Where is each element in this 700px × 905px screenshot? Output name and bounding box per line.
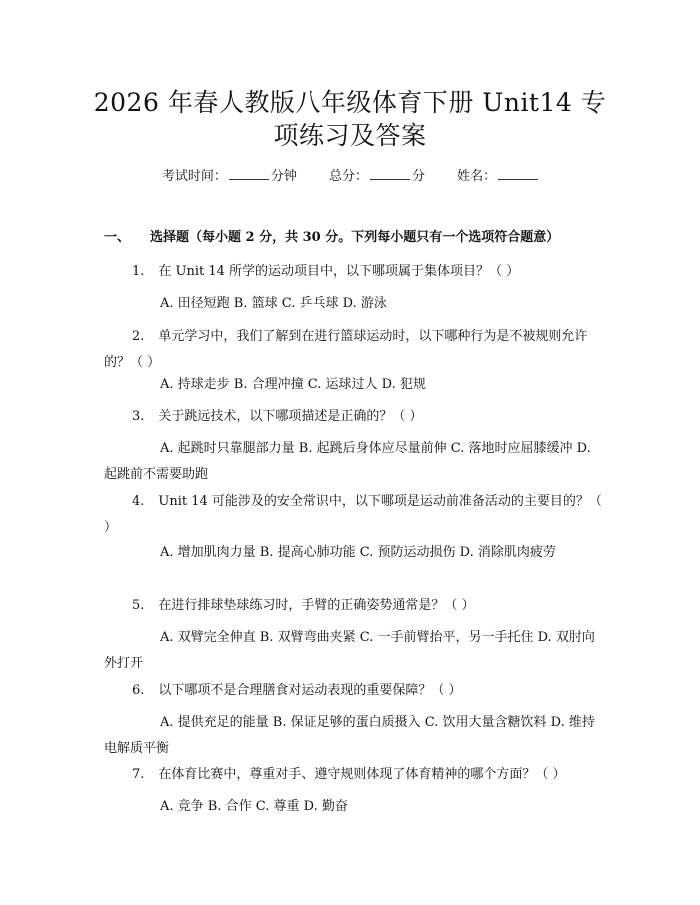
exam-time-blank[interactable] [229, 167, 269, 180]
question-number: 6. [132, 683, 145, 698]
question-number: 3. [132, 409, 145, 424]
question-number: 2. [132, 329, 145, 344]
exam-title-line-2: 项练习及答案 [273, 121, 427, 150]
question-3-options: A. 起跳时只靠腿部力量 B. 起跳后身体应尽量前伸 C. 落地时应屈膝缓冲 D. 起跳前不需要助跑 [104, 441, 591, 482]
question-text: 以下哪项不是合理膳食对运动表现的重要保障？（ ） [158, 683, 462, 698]
question-text: 单元学习中，我们了解到在进行篮球运动时，以下哪种行为是不被规则允许的？（ ） [104, 329, 588, 370]
total-score [329, 167, 425, 187]
section-title: 选择题（每小题 2 分，共 30 分。下列每小题只有一个选项符合题意） [150, 230, 560, 245]
question-text: 在进行排球垫球练习时，手臂的正确姿势通常是？（ ） [158, 598, 475, 613]
question-number: 7. [132, 767, 145, 782]
exam-meta [0, 167, 700, 187]
question-number: 1. [132, 264, 145, 279]
student-name-blank[interactable] [498, 167, 538, 180]
question-2-options: A. 持球走步 B. 合理冲撞 C. 运球过人 D. 犯规 [160, 377, 426, 392]
question-1 [104, 259, 602, 285]
question-4-options: A. 增加肌肉力量 B. 提高心肺功能 C. 预防运动损伤 D. 消除肌肉疲劳 [160, 545, 556, 560]
question-3 [104, 404, 602, 430]
question-1-options: A. 田径短跑 B. 篮球 C. 乒乓球 D. 游泳 [160, 296, 387, 311]
question-number: 4. [132, 494, 145, 509]
exam-time-unit: 分钟 [270, 169, 297, 184]
question-text: Unit 14 可能涉及的安全常识中，以下哪项是运动前准备活动的主要目的？（ ） [104, 494, 602, 535]
exam-time-label: 考试时间： [161, 169, 227, 184]
question-4 [104, 489, 602, 541]
section-number: 一、 [104, 230, 131, 245]
exam-time [162, 167, 297, 187]
question-5 [104, 593, 602, 619]
student-name [457, 167, 538, 187]
question-2 [104, 324, 602, 376]
total-score-label: 总分： [328, 169, 368, 184]
question-text: 在体育比赛中，尊重对手、遵守规则体现了体育精神的哪个方面？（ ） [158, 767, 566, 782]
total-score-unit: 分 [412, 169, 426, 184]
total-score-blank[interactable] [370, 167, 410, 180]
question-text: 在 Unit 14 所学的运动项目中，以下哪项属于集体项目？（ ） [158, 264, 520, 279]
question-number: 5. [132, 598, 145, 613]
exam-title-line-1: 2026 年春人教版八年级体育下册 Unit14 专 [93, 88, 607, 117]
question-7 [104, 762, 602, 788]
student-name-label: 姓名： [457, 169, 497, 184]
question-5-options: A. 双臂完全伸直 B. 双臂弯曲夹紧 C. 一手前臂抬平，另一手托住 D. 双肘向外打开 [104, 630, 595, 671]
section-heading [104, 228, 559, 248]
question-text: 关于跳远技术，以下哪项描述是正确的？（ ） [158, 409, 423, 424]
question-6 [104, 678, 602, 704]
question-6-options: A. 提供充足的能量 B. 保证足够的蛋白质摄入 C. 饮用大量含糖饮料 D. 维持电解质平衡 [104, 715, 595, 756]
question-7-options: A. 竞争 B. 合作 C. 尊重 D. 勤奋 [160, 799, 348, 814]
